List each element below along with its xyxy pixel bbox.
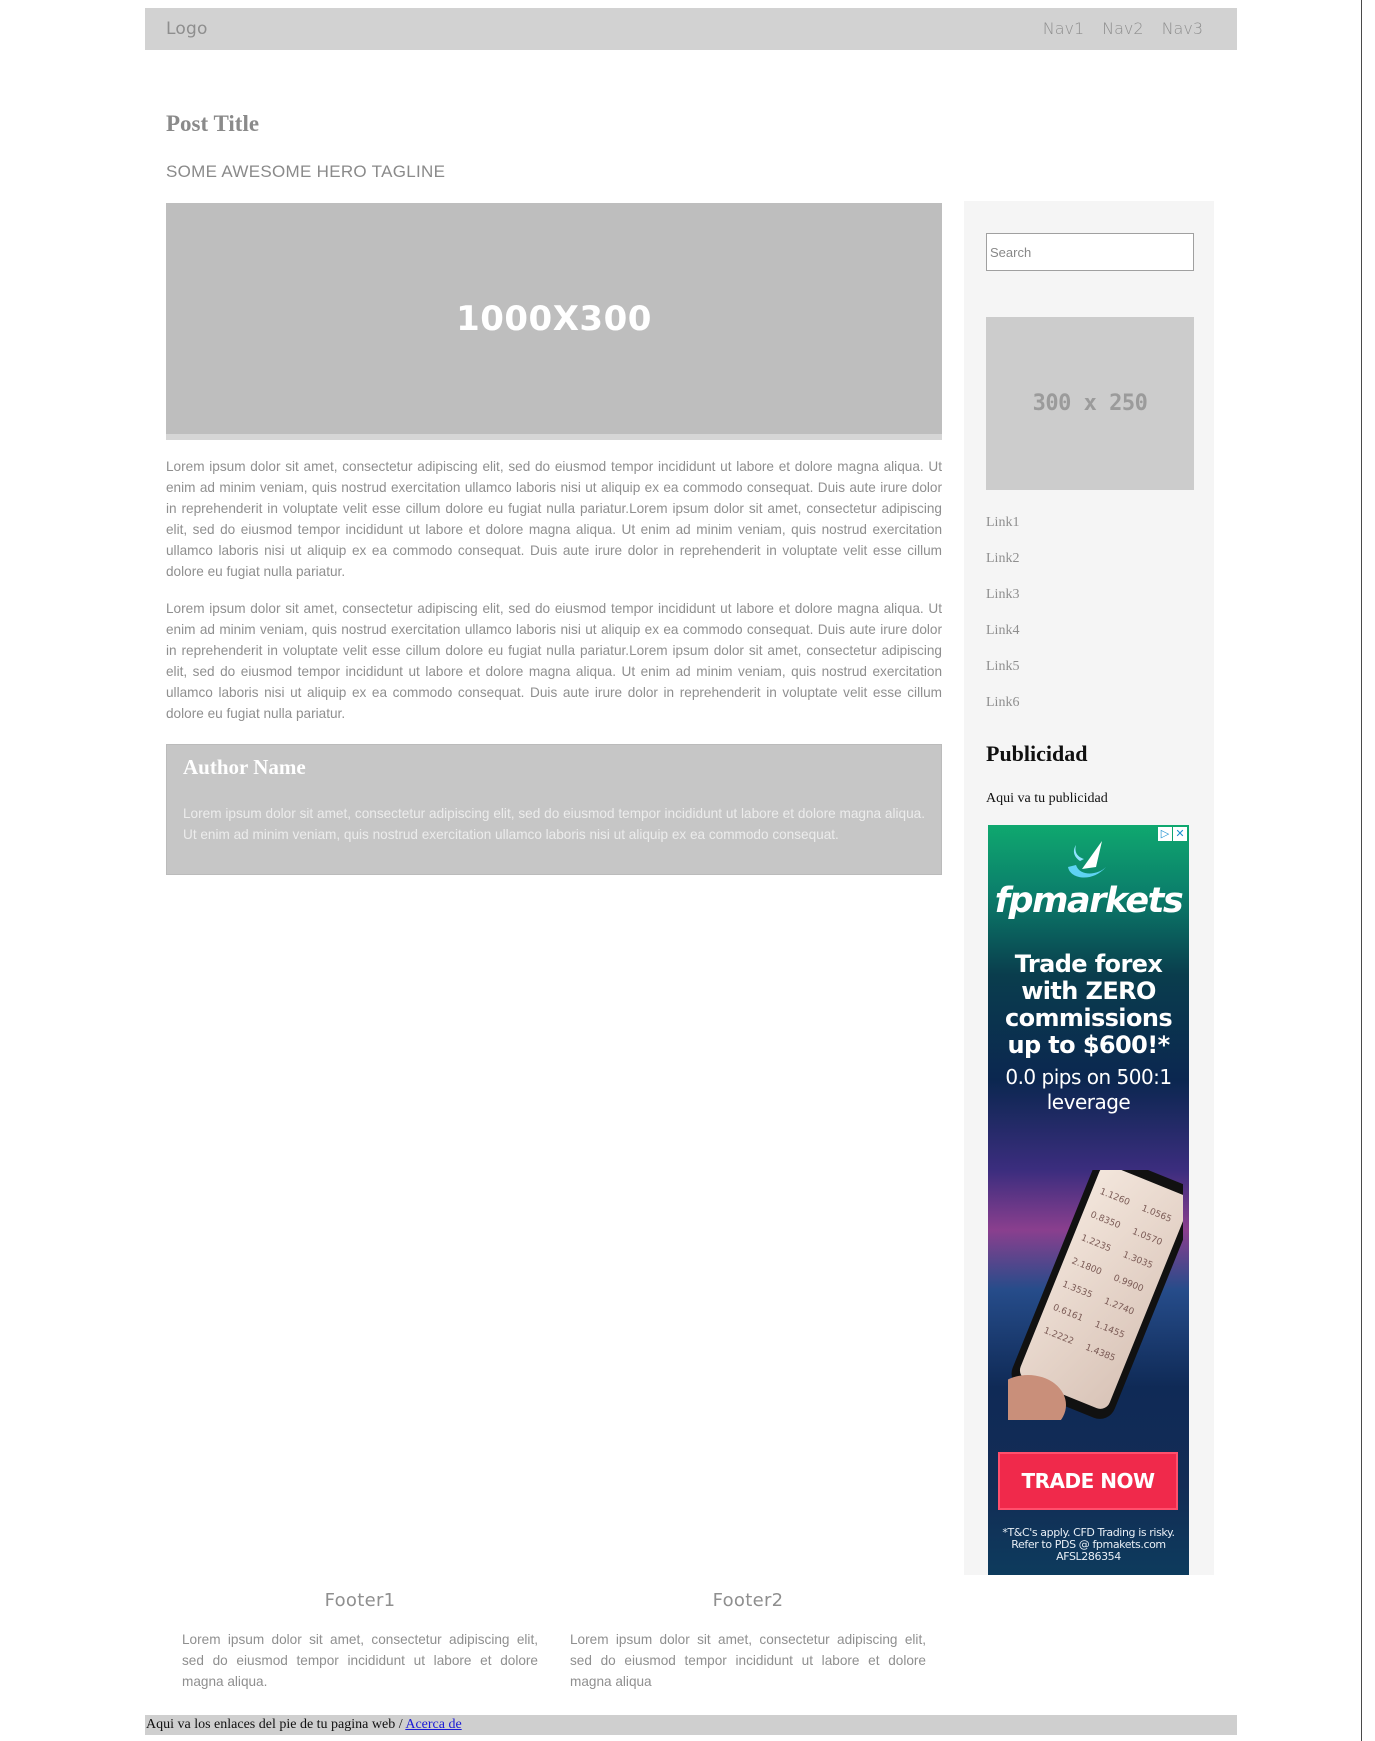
sidebar-links	[986, 515, 1019, 731]
sidebar-link-3[interactable]: Link3	[986, 587, 1020, 602]
svg-text:0.9900: 0.9900	[1111, 1273, 1145, 1295]
sidebar	[964, 201, 1214, 1575]
svg-text:1.3035: 1.3035	[1121, 1250, 1155, 1272]
banner-headline: Trade forex with ZERO commissions up to $600!*	[1004, 950, 1172, 1059]
publicidad-heading: Publicidad	[986, 741, 1088, 766]
footer-column-2	[570, 1590, 926, 1692]
footer-bar	[145, 1715, 1237, 1735]
hero-image-label: 1000X300	[456, 299, 652, 339]
svg-text:2.1800: 2.1800	[1070, 1256, 1103, 1278]
footer-column-title: Footer1	[324, 1590, 396, 1611]
post-paragraph: Lorem ipsum dolor sit amet, consectetur adipiscing elit, sed do eiusmod tempor incididunt ut labore et dolore magna aliqua. Ut enim ad minim veniam, quis nostrud exercitation ullamco laboris nisi ut aliquip ex ea commodo consequat. Duis aute irure dolor in reprehenderit in voluptate velit esse cillum dolore eu fugiat nulla pariatur.Lorem ipsum dolor sit amet, consectetur adipiscing elit, sed do eiusmod tempor incididunt ut labore et dolore magna aliqua. Ut enim ad minim veniam, quis nostrud exercitation ullamco laboris nisi ut aliquip ex ea commodo consequat. Duis aute irure dolor in reprehenderit in voluptate velit esse cillum dolore eu fugiat nulla pariatur.	[166, 459, 942, 579]
svg-text:1.2222: 1.2222	[1041, 1326, 1075, 1348]
trade-now-button[interactable]: TRADE NOW	[998, 1452, 1178, 1510]
svg-text:1.1455: 1.1455	[1093, 1319, 1126, 1341]
footer-column-1	[182, 1590, 538, 1692]
nav-item-1[interactable]: Nav1	[1042, 19, 1085, 38]
page-scrollbar[interactable]	[1361, 0, 1375, 1741]
sidebar-link-2[interactable]: Link2	[986, 551, 1020, 566]
svg-text:1.1260: 1.1260	[1098, 1186, 1132, 1209]
sidebar-link-6[interactable]: Link6	[986, 695, 1020, 710]
footer-bar-text: Aqui va los enlaces del pie de tu pagina web /	[146, 1717, 406, 1732]
svg-text:0.8350: 0.8350	[1088, 1210, 1122, 1232]
nav-item-3[interactable]: Nav3	[1161, 19, 1203, 38]
svg-text:1.0570: 1.0570	[1130, 1226, 1164, 1249]
post-title: Post Title	[166, 111, 260, 136]
post-paragraph: Lorem ipsum dolor sit amet, consectetur adipiscing elit, sed do eiusmod tempor incididunt ut labore et dolore magna aliqua. Ut enim ad minim veniam, quis nostrud exercitation ullamco laboris nisi ut aliquip ex ea commodo consequat. Duis aute irure dolor in reprehenderit in voluptate velit esse cillum dolore eu fugiat nulla pariatur.Lorem ipsum dolor sit amet, consectetur adipiscing elit, sed do eiusmod tempor incididunt ut labore et dolore magna aliqua. Ut enim ad minim veniam, quis nostrud exercitation ullamco laboris nisi ut aliquip ex ea commodo consequat. Duis aute irure dolor in reprehenderit in voluptate velit esse cillum dolore eu fugiat nulla pariatur.	[166, 601, 942, 721]
close-icon[interactable]: ✕	[1173, 827, 1187, 841]
svg-text:1.4385: 1.4385	[1083, 1342, 1117, 1364]
hero-tagline: SOME AWESOME HERO TAGLINE	[166, 162, 446, 181]
author-box	[166, 744, 942, 875]
svg-text:1.2740: 1.2740	[1102, 1296, 1136, 1318]
ad-placeholder-300x250	[986, 317, 1194, 490]
banner-subtext: 0.0 pips on 500:1 leverage	[1005, 1065, 1172, 1114]
adchoices[interactable]	[1158, 827, 1187, 841]
hero-image-placeholder	[166, 203, 942, 440]
sidebar-link-4[interactable]: Link4	[986, 623, 1020, 638]
banner-brand: fpmarkets	[994, 881, 1183, 921]
phone-icon	[1008, 1170, 1183, 1420]
author-name: Author Name	[183, 755, 306, 779]
svg-text:1.2235: 1.2235	[1079, 1233, 1113, 1255]
sidebar-link-5[interactable]: Link5	[986, 659, 1020, 674]
ad-placeholder-label: 300 x 250	[1032, 391, 1148, 416]
fpmarkets-swoosh-icon	[1062, 837, 1116, 885]
search-input[interactable]	[986, 233, 1194, 271]
main-nav	[1043, 19, 1203, 38]
publicidad-text: Aqui va tu publicidad	[986, 791, 1108, 806]
banner-disclaimer: *T&C's apply. CFD Trading is risky. Refer to PDS @ fpmakets.com AFSL286354	[1002, 1526, 1175, 1563]
fpmarkets-ad-banner[interactable]	[988, 825, 1189, 1575]
site-header	[145, 8, 1237, 50]
about-link[interactable]: Acerca de	[405, 1717, 462, 1732]
svg-text:0.6161: 0.6161	[1051, 1302, 1085, 1324]
play-icon[interactable]: ▷	[1158, 827, 1172, 841]
footer-column-text: Lorem ipsum dolor sit amet, consectetur adipiscing elit, sed do eiusmod tempor incididunt ut labore et dolore magna aliqua	[570, 1632, 926, 1689]
footer-column-text: Lorem ipsum dolor sit amet, consectetur adipiscing elit, sed do eiusmod tempor incididunt ut labore et dolore magna aliqua.	[182, 1632, 538, 1689]
nav-item-2[interactable]: Nav2	[1102, 19, 1144, 38]
svg-text:1.0565: 1.0565	[1139, 1203, 1173, 1225]
site-logo[interactable]: Logo	[166, 19, 208, 39]
svg-text:1.3535: 1.3535	[1060, 1279, 1094, 1301]
footer-column-title: Footer2	[712, 1590, 784, 1611]
author-bio: Lorem ipsum dolor sit amet, consectetur adipiscing elit, sed do eiusmod tempor incididunt ut labore et dolore magna aliqua. Ut enim ad minim veniam, quis nostrud exercitation ullamco laboris nisi ut aliquip ex ea commodo consequat.	[183, 806, 925, 842]
sidebar-link-1[interactable]: Link1	[986, 515, 1020, 530]
